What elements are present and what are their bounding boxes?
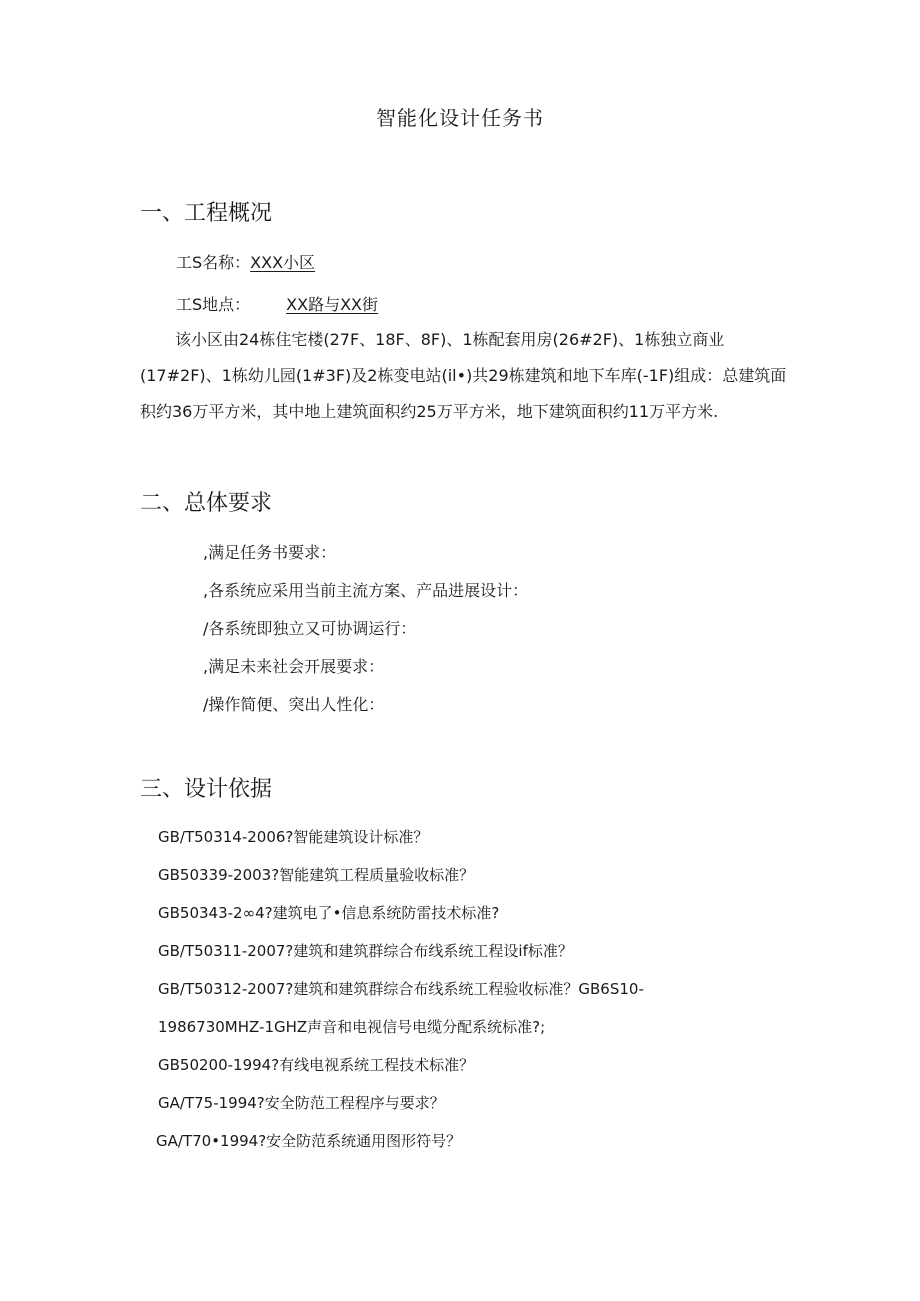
requirement-item: ,满足未来社会开展要求： [203, 657, 385, 676]
standard-item: GB/T50312-2007?建筑和建筑群综合布线系统工程验收标准？GB6S10- [158, 980, 644, 998]
section-heading-basis: 三、设计依据 [140, 777, 273, 802]
project-name-label: 工S名称： [176, 253, 251, 272]
project-location-label: 工S地点： [176, 295, 251, 314]
document-title: 智能化设计任务书 [376, 106, 544, 130]
project-location-value: XX路与XX街 [286, 295, 379, 314]
standard-item: GB/T50311-2007?建筑和建筑群综合布线系统工程设if标准？ [158, 942, 573, 960]
requirement-item: /操作简便、突出人性化： [203, 695, 385, 714]
standard-item: GB50339-2003?智能建筑工程质量验收标准？ [158, 866, 475, 884]
project-description: 该小区由24栋住宅楼(27F、18F、8F)、1栋配套用房(26#2F)、1栋独立商业(17#2F)、1栋幼儿园(1#3F)及2栋变电站(il•)共29栋建筑和地下车库(-1F)组成：总建筑面积约36万平方米，其中地上建筑面积约25万平方米，地下建筑面积约11万平方米. [140, 330, 787, 421]
standard-item: 1986730MHZ-1GHZ声音和电视信号电缆分配系统标准?; [158, 1018, 546, 1036]
standard-item: GB/T50314-2006?智能建筑设计标准？ [158, 828, 429, 846]
project-location-line [176, 292, 378, 315]
requirement-item: ,各系统应采用当前主流方案、产品进展设计： [203, 581, 529, 600]
section-heading-overview: 一、工程概况 [140, 201, 273, 226]
section-heading-requirements: 二、总体要求 [140, 491, 273, 516]
standard-item: GB50200-1994?有线电视系统工程技术标准？ [158, 1056, 475, 1074]
project-name-line [176, 250, 315, 273]
project-name-value: XXX小区 [250, 253, 316, 272]
requirement-item: /各系统即独立又可协调运行： [203, 619, 417, 638]
standard-item: GA/T75-1994?安全防范工程程序与要求？ [158, 1094, 445, 1112]
standard-item: GA/T70•1994?安全防范系统通用图形符号？ [156, 1132, 462, 1150]
requirement-item: ,满足任务书要求： [203, 543, 337, 562]
standard-item: GB50343-2∞4?建筑电了•信息系统防雷技术标准? [158, 904, 500, 922]
